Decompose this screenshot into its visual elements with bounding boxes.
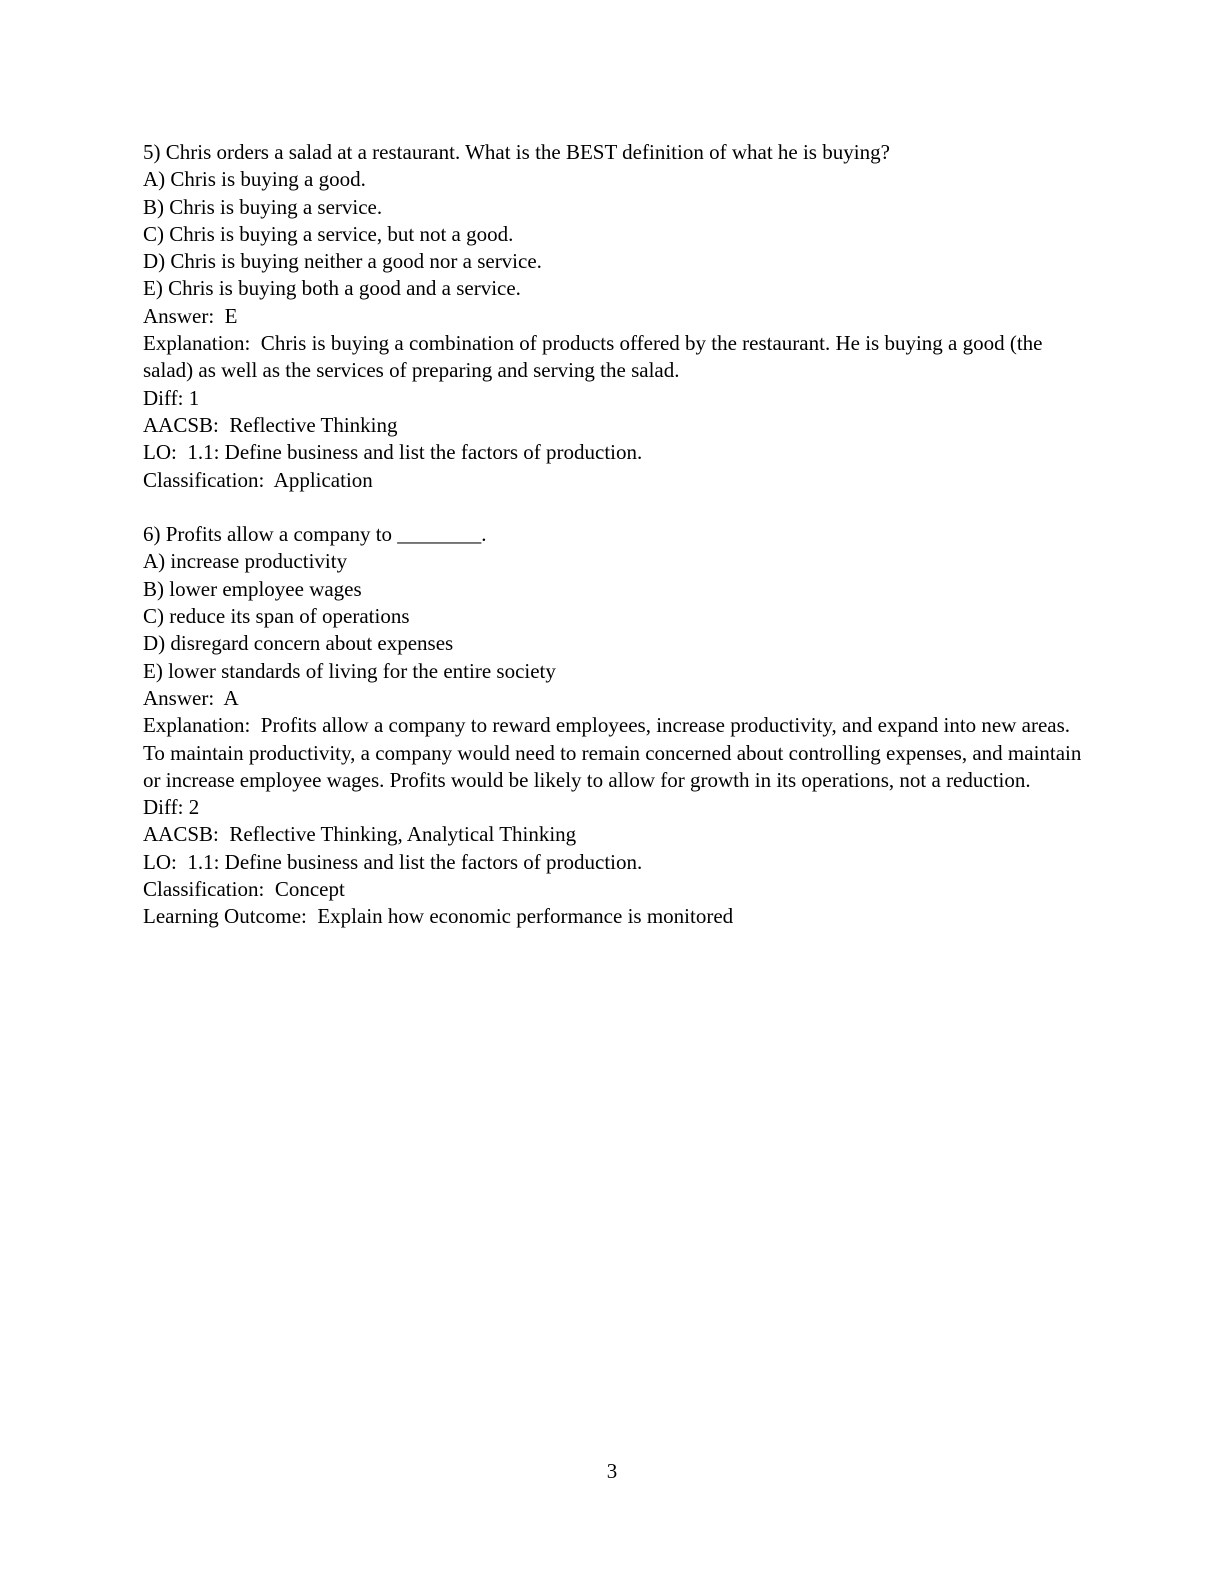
question-option-b: B) lower employee wages: [143, 576, 362, 601]
diff-line: Diff: 1: [143, 385, 200, 410]
answer-line: Answer: A: [143, 685, 239, 710]
question-option-d: D) disregard concern about expenses: [143, 631, 454, 656]
classification-line: Classification: Application: [143, 467, 373, 492]
question-option-b: B) Chris is buying a service.: [143, 194, 383, 219]
answer-line: Answer: E: [143, 303, 238, 328]
lo-line: LO: 1.1: Define business and list the factors of production.: [143, 849, 643, 874]
question-block-5: [143, 139, 1091, 494]
classification-line: Classification: Concept: [143, 877, 345, 902]
question-option-c: C) Chris is buying a service, but not a good.: [143, 221, 514, 246]
explanation-line: Explanation: Profits allow a company to reward employees, increase productivity, and expand into new areas. To maintain productivity, a company would need to remain concerned about controlling expenses, and maintain or increase employee wages. Profits would be likely to allow for growth in its operations, not a reduction.: [143, 713, 1087, 792]
question-block-6: [143, 521, 1091, 930]
question-option-c: C) reduce its span of operations: [143, 604, 410, 629]
page-number: 3: [606, 1459, 618, 1483]
question-stem: 5) Chris orders a salad at a restaurant. What is the BEST definition of what he is buying?: [143, 140, 890, 164]
question-stem: 6) Profits allow a company to ________.: [143, 522, 487, 547]
question-option-d: D) Chris is buying neither a good nor a service.: [143, 249, 542, 274]
aacsb-line: AACSB: Reflective Thinking: [143, 412, 398, 437]
question-option-e: E) lower standards of living for the entire society: [143, 658, 556, 683]
question-list: [143, 139, 1091, 931]
explanation-line: Explanation: Chris is buying a combination of products offered by the restaurant. He is buying a good (the salad) as well as the services of preparing and serving the salad.: [143, 331, 1048, 383]
learning-outcome-line: Learning Outcome: Explain how economic performance is monitored: [143, 904, 734, 929]
diff-line: Diff: 2: [143, 795, 200, 820]
question-option-a: A) Chris is buying a good.: [143, 167, 366, 192]
lo-line: LO: 1.1: Define business and list the factors of production.: [143, 440, 643, 465]
question-option-e: E) Chris is buying both a good and a service.: [143, 276, 521, 301]
aacsb-line: AACSB: Reflective Thinking, Analytical Thinking: [143, 822, 577, 847]
question-option-a: A) increase productivity: [143, 549, 348, 574]
